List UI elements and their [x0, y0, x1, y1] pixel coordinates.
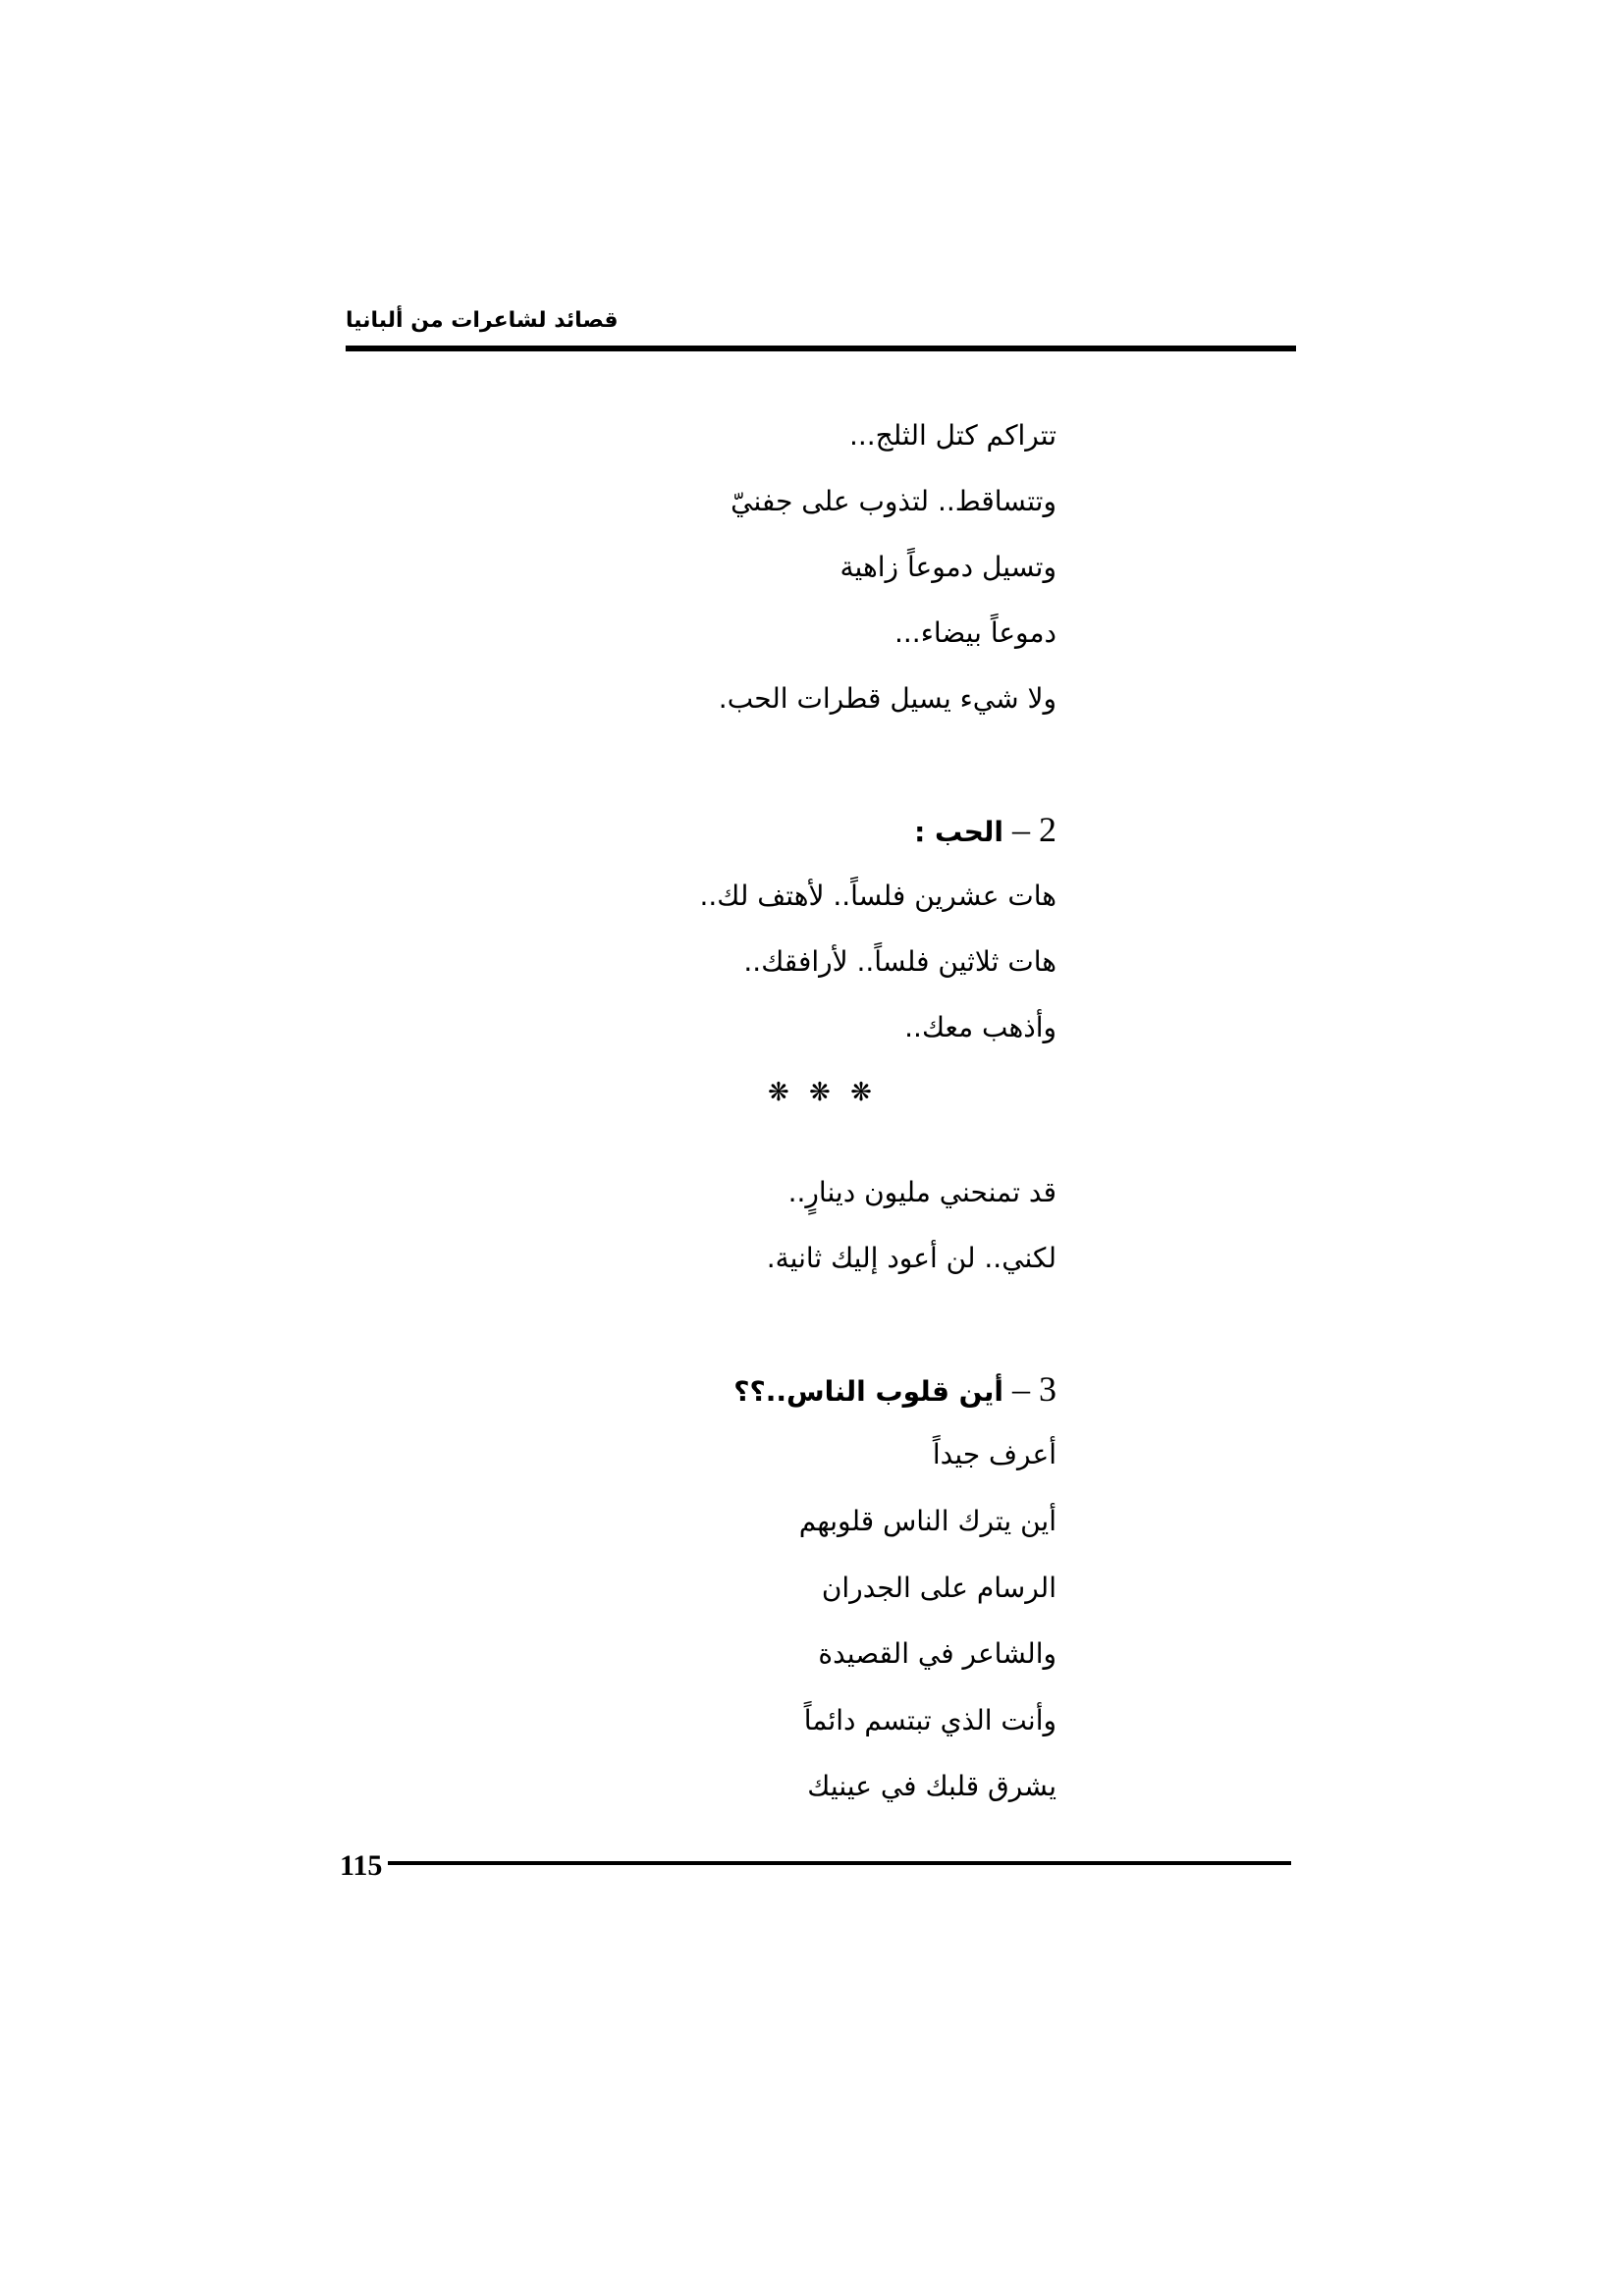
- poem-line: وتتساقط.. لتذوب على جفنيّ: [731, 485, 1056, 517]
- heading-dash: –: [1003, 1369, 1039, 1409]
- running-header-title: قصائد لشاعرات من ألبانيا: [346, 308, 619, 333]
- poem-title: الحب :: [914, 816, 1003, 848]
- poem-line: لكني.. لن أعود إليك ثانية.: [766, 1242, 1056, 1274]
- poem-number: 3: [1039, 1369, 1056, 1409]
- poem-line: وأنت الذي تبتسم دائماً: [803, 1704, 1056, 1736]
- poem-line: والشاعر في القصيدة: [818, 1637, 1056, 1670]
- section-separator: ❋ ❋ ❋: [768, 1078, 878, 1107]
- poem-number: 2: [1039, 810, 1056, 849]
- header-divider: [346, 346, 1296, 351]
- poem-line: الرسام على الجدران: [821, 1572, 1056, 1604]
- poem-line: يشرق قلبك في عينيك: [807, 1770, 1056, 1802]
- poem-line: دموعاً بيضاء...: [894, 616, 1056, 649]
- poem-line: هات ثلاثين فلساً.. لأرافقك..: [743, 945, 1056, 978]
- heading-dash: –: [1003, 810, 1039, 849]
- poem-line: أين يترك الناس قلوبهم: [798, 1505, 1056, 1537]
- poem-heading-3: [733, 1369, 1056, 1412]
- poem-line: ولا شيء يسيل قطرات الحب.: [718, 682, 1056, 715]
- footer-divider: [388, 1861, 1291, 1865]
- poem-line: قد تمنحني مليون دينارٍ..: [787, 1176, 1056, 1208]
- poem-heading-2: [914, 810, 1056, 852]
- poem-line: أعرف جيداً: [932, 1438, 1056, 1470]
- page-number: 115: [340, 1849, 383, 1882]
- poem-line: هات عشرين فلساً.. لأهتف لك..: [699, 880, 1056, 912]
- poem-line: تتراكم كتل الثلج...: [848, 419, 1056, 452]
- poem-title: أين قلوب الناس..؟؟: [733, 1375, 1003, 1408]
- poem-line: وتسيل دموعاً زاهية: [839, 551, 1056, 583]
- poem-line: وأذهب معك..: [904, 1011, 1056, 1043]
